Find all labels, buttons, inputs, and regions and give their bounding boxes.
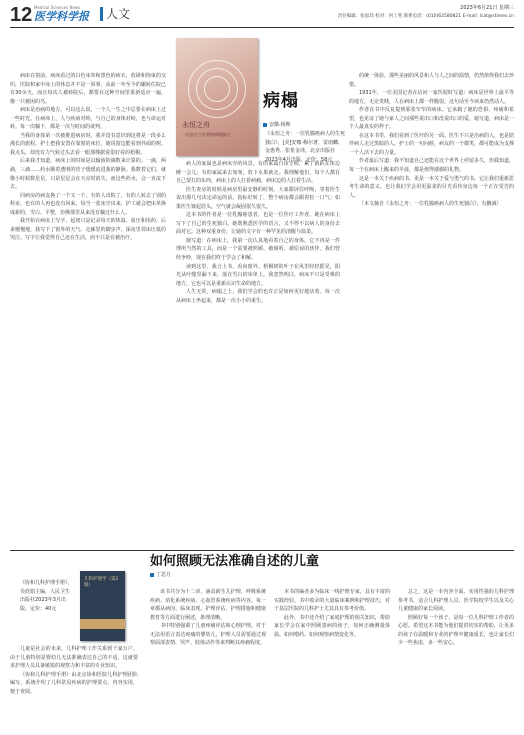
byline-text: 丁思月 [156,572,172,578]
article1-column-3 [349,72,514,542]
article2-column-1 [10,645,138,733]
header-rule [10,27,514,28]
editor-info: 责任编辑：张思玮 校对：何工秀 联系电话：(010)62580821 E-mail: lcat@stimes.cn [337,14,514,19]
paragraph: 在这本书里，我们看到了医疗的另一面。医生不只是治病的人，也是陪伴病人走过黑暗的人。护士的一句问候，病友的一个微笑，都可能成为支撑一个人活下去的力量。 [349,132,514,156]
article2-byline [150,571,171,578]
byline-text: 安徽·杨斯 [269,122,291,128]
paragraph: 病床是治病的地方。可以这么说，一个人一生之中总要在病床上过一些时光。在病床上，人与疾病对峙，与自己的身体对峙，也与命运对峙。每一次躺下，都是一次与时间的谈判。 [10,107,166,131]
paragraph: 我开始在病床上写字。起初只是记录每天的体温、血压和用药，后来慢慢地，我写下了窗外的天气、走廊里的脚步声、深夜里邻床压低的哭泣。写字让我觉得自己还在生活，而不只是在被治疗。 [10,218,166,242]
paragraph: 读到这里，我合上书，看向窗外。梧桐树的叶子在风里轻轻摇晃，阳光从叶缝里漏下来，落在雪白的床单上。我忽然明白，病床不只是受难的地方，它也可以是重新认识生命的地方。 [176,263,340,287]
paragraph: 该书共分为十二章，涵盖新生儿护理、呼吸系统疾病、消化系统疾病、心血管系统疾病等内容。每一章都从病因、临床表现、护理评估、护理措施和健康教育等方面进行阐述，条理清晰。 [150,589,266,621]
section-title: 人文 [106,7,131,21]
book2-cover-title: 儿科护理学（第2版） [84,577,119,588]
article2-book-caption: 《协和儿科护理手册》，吴欣娟主编，人民卫生出版社2023年3月出版，定价：40元 [20,580,73,612]
brand-chinese: 医学科学报 [34,10,89,23]
paragraph: 儿童是社会的未来，儿科护理工作关系到千家万户。由于儿童特别是婴幼儿无法准确表达自己的不适，这就要求护理人员具备敏锐的观察力和丰富的专业知识。 [10,646,138,670]
paragraph: 同病房的病友换了一个又一个。有的人出院了，有的人转去了别的科室，也有的人再也没有回来。每当一张床空出来，护工就会把床单换成新的，雪白、平整，仿佛那里从来没有躺过什么人。 [10,192,166,216]
article2-column-4 [398,588,514,733]
paragraph: 本书的编者多为临床一线护理专家，具有丰富的实践经验。书中收录的大量临床案例和护理技巧，对于基层医院的儿科护士尤其具有参考价值。 [274,589,390,613]
page-number: 12 [10,4,33,26]
paragraph: 的统一体验。那些美丽的风景和人与人之间的温情，仍然值得我们去珍惜。 [349,73,514,88]
paragraph: 作者在书中反复提到那张窄窄的病床。它承载了她的恐惧、疼痛和希望，也见证了她与家人之间那些说出口和没说出口的爱。她写道，病床是一个人最真实的样子。 [349,107,514,131]
section-marker [100,7,103,21]
cover-band [80,619,125,629]
article2-column-2 [150,588,266,733]
cover-subtitle: 一位医疗工作者的病榻独白 [182,132,230,137]
article2-headline: 如何照顾无法准确自述的儿童 [150,554,320,569]
paragraph: （本文摘自《永恒之舟：一位乳腺癌病人的生死独白》，有删减） [359,201,502,208]
cover-spiral-core-icon [204,76,230,102]
paragraph: 当我的身体第一次被推进病房时，我并没有意识到这将是一段多么漫长的旅程。护士把我安置在靠窗的床位，她说窗边能看到外面的树。我点头，却没有力气转过头去看一眼那棵据说很好看的梧桐。 [10,132,166,156]
book-cover-image [176,38,258,156]
paragraph: 病床在窗前，病床看过的白色床单和黑色的病衣，放肆和拘束的交织，医院和家中床上的休息并不是一回事，从前一年至今的辗转住院已有30余天，而且每次人被转院后，都要在这种空间里重新适应一遍，像一只被困的鸟。 [10,73,166,105]
article1-headline: 病榻 [263,91,299,111]
paragraph: 这是一本关于疾病的书，更是一本关于爱与勇气的书。它让我们重新思考生命的意义，也让我们学会用更温柔的目光看待身边每一个正在受苦的人。 [349,175,514,199]
article1-column-2 [176,160,340,542]
paragraph: 后来我才知道，病床上的时间是以输液的滴数来计算的。一滴，两滴，三滴……药水顺着透明的管子缓缓流进我的静脉。我数着它们，就像小时候数星星，只是星星会在天亮时消失，而这些药水，会一直流下去。 [10,158,166,191]
paragraph: 医生查房的时候是病房里最安静的时刻。大家都屏住呼吸，等着医生说出那几句决定命运的话。指标好转了，整个病房都会跟着松一口气；如果医生皱起眉头，空气就会凝固很久很久。 [176,186,340,210]
cover-title: 永恒之舟 [182,121,210,129]
byline-square-icon [263,123,267,127]
issue-date: 2023年6月21日 星期三 [460,5,514,11]
article1-column-1 [10,72,166,542]
article1-byline [263,121,291,128]
paragraph: 作者最后写道：我不知道自己还能在这个世界上停留多久，但我知道，每一个在病床上醒来的早晨，都是值得感谢的礼物。 [349,158,514,174]
paragraph: 总之，这是一本内容全面、实用性强的儿科护理参考书，适合儿科护理人员、医学院校学生以及关心儿童健康的家长阅读。 [398,589,514,613]
article2-column-3 [274,588,390,733]
paragraph: 《协和儿科护理手册》由北京协和医院儿科护理团队编写，系统介绍了儿科常见疾病的护理要点，内容实用，便于查阅。 [10,671,138,695]
newspaper-brand [34,3,96,25]
brand-english: Medical Sciences News [34,5,81,10]
paragraph: 照顾好每一个孩子，是每一位儿科护理工作者的心愿。希望这本书能为他们提供切实的帮助，让更多的孩子在温暖和专业的护理中健康成长，也让家长们少一些焦虑，多一些安心。 [398,614,514,647]
paragraph: 书中特别强调了儿童疼痛评估和心理护理。对于无法用语言表达疼痛的婴幼儿，护理人员需要通过观察面部表情、哭声、肢体动作等来判断其疼痛程度。 [150,623,266,647]
paragraph: 病人的家属也是病床旁的风景。有的家属日夜守候，累了就趴在床边睡一会儿；有的家属来去匆匆，放下水果就走。我理解他们，每个人都有自己要扛的东西，病床上的人扛着病痛，病床边的人扛着生活。 [176,161,340,185]
book2-cover-image [80,571,125,641]
paragraph: 这本书的作者是一位乳腺癌患者，也是一位医疗工作者。她在病床上写下了自己的生死独白。她既熟悉医学的语言，又不得不以病人的身份去面对它。这种双重身份，让她的文字有一种罕见的清醒与温柔。 [176,212,340,236]
paragraph: 1931年，一位美国记者在访问一家医院时写道：病床是世界上最平等的地方，无论贵贱，人在病床上都一样脆弱。这句话至今读来仍然动人。 [349,90,514,105]
byline-square-icon [150,573,154,577]
paragraph: 人生无常，病榻之上，我们学会的也许正是如何更好地活着。每一次从病床上坐起来，都是一次小小的重生。 [176,289,340,304]
paragraph: 此外，书中还介绍了家庭护理的相关知识，帮助家长学会在家中照顾患病的孩子，如何正确测量体温、如何喂药、如何观察病情变化等。 [274,614,390,638]
article1-book-caption: 《永恒之舟：一位乳腺癌病人的生死独白》，[美]安娜·梅尔著，雷雨麟、金惠秀、张希金译，北京出版社2023年4月出版，定价：58元 [265,131,346,163]
paragraph: 她写道：在病床上，我第一次认真地看着自己的身体。它不再是一件理所当然的工具，而是一个需要被照顾、被倾听、被原谅的伙伴。我们曾经争吵，现在我们终于学会了和解。 [176,237,340,262]
